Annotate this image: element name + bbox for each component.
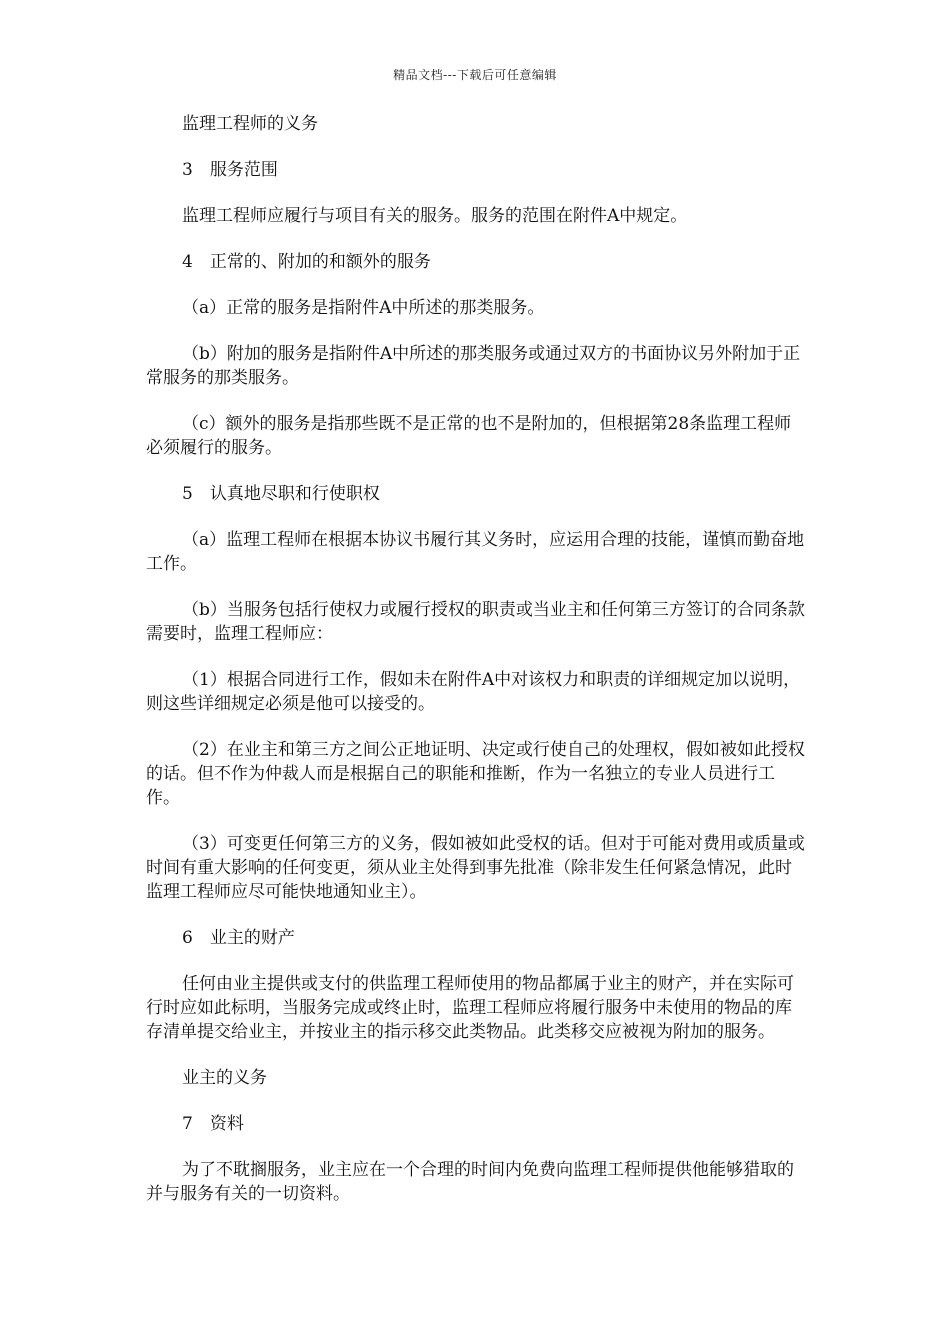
clause-5b-2-text: （2）在业主和第三方之间公正地证明、决定或行使自己的处理权，假如被如此授权的话。但不作为仲裁人而是根据自己的职能和推断，作为一名独立的专业人员进行工作。 — [146, 740, 805, 808]
clause-5a-text: （a）监理工程师在根据本协议书履行其义务时，应运用合理的技能，谨慎而勤奋地工作。 — [146, 530, 805, 574]
page-header-watermark: 精品文档---下载后可任意编辑 — [393, 68, 557, 82]
clause-6-heading: 6 业主的财产 — [182, 928, 295, 948]
section-title-owner-duties: 业主的义务 — [182, 1068, 267, 1088]
clause-3-text: 监理工程师应履行与项目有关的服务。服务的范围在附件A中规定。 — [182, 206, 688, 226]
clause-4b-text: （b）附加的服务是指附件A中所述的那类服务或通过双方的书面协议另外附加于正常服务的那类服务。 — [146, 344, 801, 388]
document-body — [146, 112, 808, 1206]
clause-5b-1-text: （1）根据合同进行工作，假如未在附件A中对该权力和职责的详细规定加以说明，则这些详细规定必须是他可以接受的。 — [146, 670, 801, 714]
clause-4a-text: （a）正常的服务是指附件A中所述的那类服务。 — [182, 298, 545, 318]
clause-7-text: 为了不耽搁服务，业主应在一个合理的时间内免费向监理工程师提供他能够猎取的并与服务有关的一切资料。 — [146, 1160, 794, 1204]
clause-7-heading: 7 资料 — [182, 1114, 244, 1134]
clause-6-text: 任何由业主提供或支付的供监理工程师使用的物品都属于业主的财产，并在实际可行时应如此标明，当服务完成或终止时，监理工程师应将履行服务中未使用的物品的库存清单提交给业主，并按业主的指示移交此类物品。此类移交应被视为附加的服务。 — [146, 974, 794, 1042]
clause-5b-text: （b）当服务包括行使权力或履行授权的职责或当业主和任何第三方签订的合同条款需要时，监理工程师应： — [146, 600, 805, 644]
clause-5-heading: 5 认真地尽职和行使职权 — [182, 484, 380, 504]
clause-4c-text: （c）额外的服务是指那些既不是正常的也不是附加的，但根据第28条监理工程师必须履行的服务。 — [146, 414, 792, 458]
section-title-supervisor-duties: 监理工程师的义务 — [182, 114, 318, 134]
clause-4-heading: 4 正常的、附加的和额外的服务 — [182, 252, 431, 272]
clause-3-heading: 3 服务范围 — [182, 160, 278, 180]
clause-5b-3-text: （3）可变更任何第三方的义务，假如被如此受权的话。但对于可能对费用或质量或时间有重大影响的任何变更，须从业主处得到事先批准（除非发生任何紧急情况，此时监理工程师应尽可能快地通知业主）。 — [146, 834, 805, 902]
